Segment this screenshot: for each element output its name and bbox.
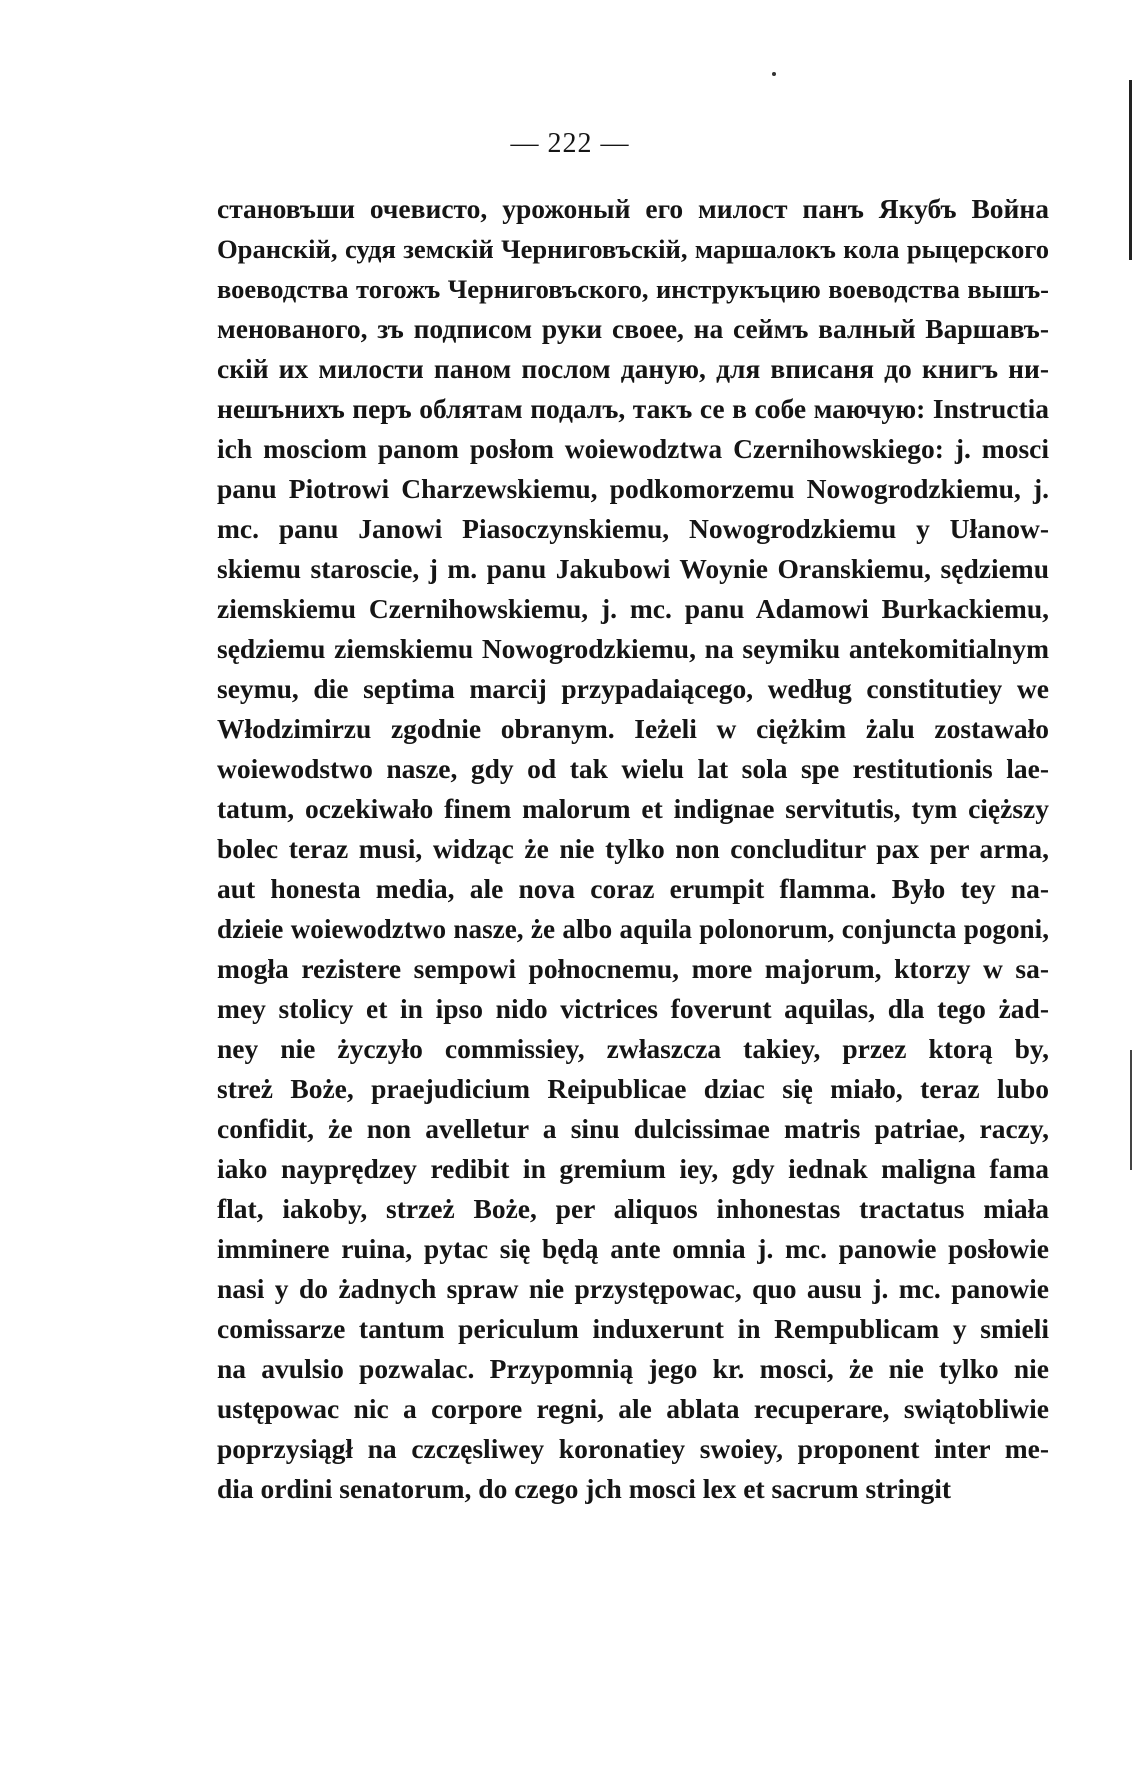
text-line: comissarze tantum periculum induxerunt in Rempublicam y smieli — [217, 1313, 1049, 1344]
text-line: ney nie życzyło commissiey, zwłaszcza takiey, przez ktorą by, — [217, 1033, 1049, 1064]
text-line: нешънихъ перъ облятам подалъ, такъ се в собе маючую: Instructia — [217, 393, 1049, 424]
text-line: flat, iakoby, strzeż Boże, per aliquos inhonestas tractatus miała — [217, 1193, 1049, 1224]
text-line: poprzysiągł na czczęsliwey koronatiey swoiey, proponent inter me- — [217, 1433, 1049, 1464]
text-line: воеводства тогожъ Черниговъского, инструкъцию воеводства вышъ- — [217, 274, 1049, 304]
text-line: становъши очевисто, урожоный его милост панъ Якубъ Война — [217, 193, 1049, 224]
text-line: seymu, die septima marcij przypadaiącego, według constitutiey we — [217, 673, 1049, 704]
body-text — [217, 189, 1049, 1509]
text-line: ich mosciom panom posłom woiewodztwa Czernihowskiego: j. mosci — [217, 433, 1049, 464]
text-line: mogła rezistere sempowi połnocnemu, more majorum, ktorzy w sa- — [217, 953, 1049, 984]
text-line: менованого, зъ подписом руки своее, на сеймъ валный Варшавъ- — [217, 313, 1049, 344]
text-line: confidit, że non avelletur a sinu dulcissimae matris patriae, raczy, — [217, 1113, 1049, 1144]
text-line: mc. panu Janowi Piasoczynskiemu, Nowogrodzkiemu y Ułanow- — [217, 513, 1049, 544]
text-line: Оранскій, судя земскій Черниговъскій, маршалокъ кола рыцерского — [217, 234, 1049, 264]
text-line: bolec teraz musi, widząc że nie tylko non concluditur pax per arma, — [217, 833, 1049, 864]
text-line: скій их милости паном послом даную, для вписаня до книгъ ни- — [217, 353, 1049, 384]
text-line: tatum, oczekiwało finem malorum et indignae servitutis, tym cięższy — [217, 793, 1049, 824]
text-line: imminere ruina, pytac się będą ante omnia j. mc. panowie posłowie — [217, 1233, 1049, 1264]
text-line: dzieie woiewodztwo nasze, że albo aquila polonorum, conjuncta pogoni, — [217, 914, 1049, 944]
margin-speck — [772, 72, 776, 76]
text-line: Włodzimirzu zgodnie obranym. Ieżeli w ciężkim żalu zostawało — [217, 713, 1049, 744]
page-number: — 222 — — [510, 128, 630, 159]
text-line: ziemskiemu Czernihowskiemu, j. mc. panu Adamowi Burkackiemu, — [217, 593, 1049, 624]
text-line: skiemu staroscie, j m. panu Jakubowi Woynie Oranskiemu, sędziemu — [217, 553, 1049, 584]
text-line: ustępowac nic a corpore regni, ale ablata recuperare, swiątobliwie — [217, 1393, 1049, 1424]
text-line: sędziemu ziemskiemu Nowogrodzkiemu, na seymiku antekomitialnym — [217, 633, 1049, 664]
text-line: mey stolicy et in ipso nido victrices foverunt aquilas, dla tego żad- — [217, 993, 1049, 1024]
text-line: iako nayprędzey redibit in gremium iey, gdy iednak maligna fama — [217, 1153, 1049, 1184]
text-line: aut honesta media, ale nova coraz erumpit flamma. Było tey na- — [217, 873, 1049, 904]
text-line: streż Boże, praejudicium Reipublicae dziac się miało, teraz lubo — [217, 1073, 1049, 1104]
text-line: na avulsio pozwalac. Przypomnią jego kr. mosci, że nie tylko nie — [217, 1353, 1049, 1384]
text-line: woiewodstwo nasze, gdy od tak wielu lat sola spe restitutionis lae- — [217, 753, 1049, 784]
margin-rule-upper — [1129, 80, 1132, 260]
text-line: nasi y do żadnych spraw nie przystępowac, quo ausu j. mc. panowie — [217, 1273, 1049, 1304]
text-line: dia ordini senatorum, do czego jch mosci lex et sacrum stringit — [217, 1473, 952, 1504]
text-line: panu Piotrowi Charzewskiemu, podkomorzemu Nowogrodzkiemu, j. — [217, 473, 1049, 504]
margin-rule-lower — [1130, 1050, 1132, 1170]
